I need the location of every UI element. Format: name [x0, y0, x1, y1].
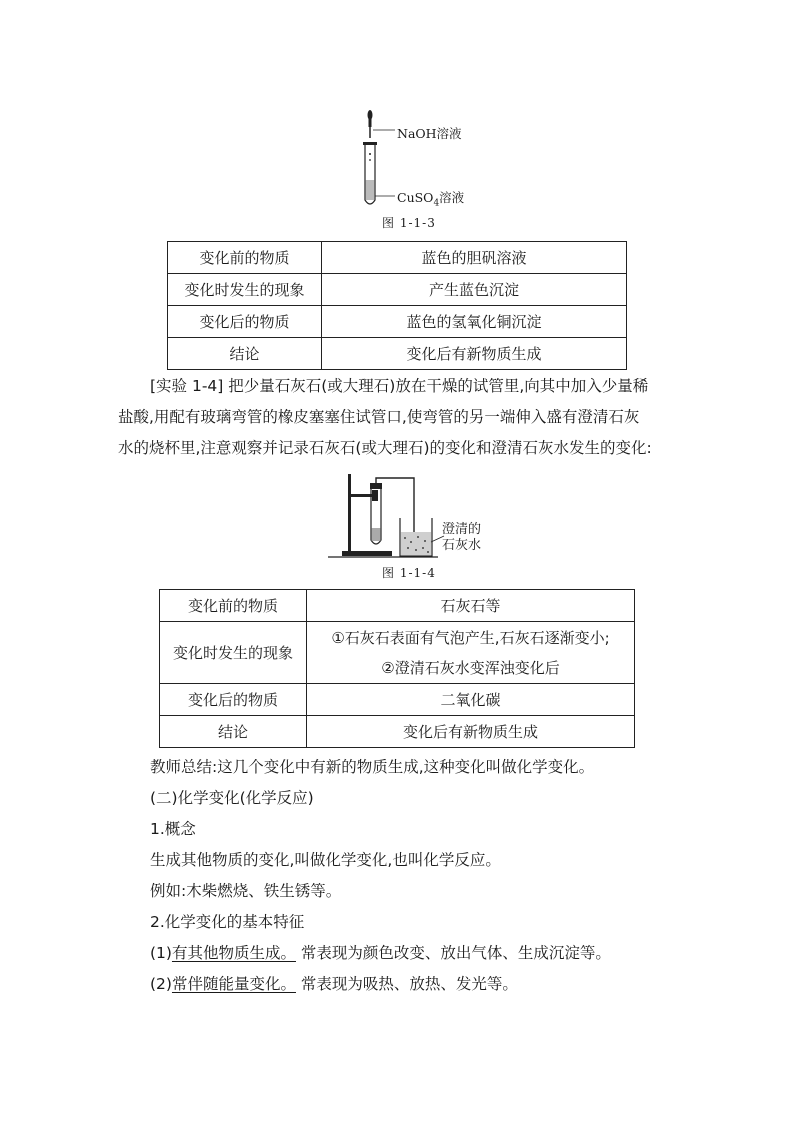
table-cell-value: 蓝色的氢氧化铜沉淀: [322, 306, 627, 338]
table-row: [160, 684, 635, 716]
feature-2-number: (2): [150, 975, 172, 993]
table-limestone-experiment: [159, 589, 635, 748]
table-cell-label: 结论: [160, 716, 307, 748]
phenomenon-line-1: ①石灰石表面有气泡产生,石灰石逐渐变小;: [331, 628, 610, 647]
table-copper-sulfate-experiment: [167, 241, 627, 370]
definition-text: 生成其他物质的变化,叫做化学变化,也叫化学反应。: [150, 851, 501, 869]
cuso4-label-rest: 溶液: [439, 190, 465, 205]
experiment-line-1: [实验 1-4] 把少量石灰石(或大理石)放在干燥的试管里,向其中加入少量稀: [150, 377, 649, 395]
table-row: [168, 274, 627, 306]
table-cell-label: 变化时发生的现象: [168, 274, 322, 306]
limewater-label-line2: 石灰水: [442, 538, 482, 553]
figure2-caption: 图 1-1-4: [382, 566, 436, 580]
table-row: [160, 590, 635, 622]
table-row: [168, 242, 627, 274]
table-cell-value: 蓝色的胆矾溶液: [322, 242, 627, 274]
table-cell-label: 变化前的物质: [160, 590, 307, 622]
cuso4-label: [397, 188, 464, 209]
table-cell-value: 变化后有新物质生成: [307, 716, 635, 748]
figure1-caption: 图 1-1-3: [382, 216, 436, 230]
table-row: [168, 338, 627, 370]
table-cell-label: 变化时发生的现象: [160, 622, 307, 684]
feature-1: [150, 941, 611, 963]
limewater-label-line1: 澄清的: [442, 522, 482, 537]
table-row: [160, 622, 635, 684]
experiment-line-2: 盐酸,用配有玻璃弯管的橡皮塞塞住试管口,使弯管的另一端伸入盛有澄清石灰: [118, 408, 640, 426]
heading-features: 2.化学变化的基本特征: [150, 913, 305, 931]
figure-limestone-apparatus: [328, 470, 498, 562]
heading-concept: 1.概念: [150, 820, 196, 838]
table-row: [168, 306, 627, 338]
table-row: [160, 716, 635, 748]
table-cell-label: 变化前的物质: [168, 242, 322, 274]
table-cell-value: 变化后有新物质生成: [322, 338, 627, 370]
table-cell-label: 变化后的物质: [160, 684, 307, 716]
example-text: 例如:木柴燃烧、铁生锈等。: [150, 882, 342, 900]
experiment-line-3: 水的烧杯里,注意观察并记录石灰石(或大理石)的变化和澄清石灰水发生的变化:: [118, 439, 652, 457]
naoh-label: NaOH溶液: [397, 126, 462, 141]
feature-1-number: (1): [150, 944, 172, 962]
phenomenon-line-2: ②澄清石灰水变浑浊变化后: [381, 658, 560, 677]
feature-2-key: 常伴随能量变化。: [171, 975, 296, 993]
table-cell-value: 产生蓝色沉淀: [322, 274, 627, 306]
table-cell-value: [307, 622, 635, 684]
feature-2-detail: 常表现为吸热、放热、发光等。: [295, 975, 518, 993]
cuso4-label-subscript: 4: [433, 198, 440, 209]
feature-1-detail: 常表现为颜色改变、放出气体、生成沉淀等。: [295, 944, 611, 962]
table-cell-label: 结论: [168, 338, 322, 370]
teacher-summary: 教师总结:这几个变化中有新的物质生成,这种变化叫做化学变化。: [150, 758, 595, 776]
table-cell-value: 二氧化碳: [307, 684, 635, 716]
feature-1-key: 有其他物质生成。: [171, 944, 296, 962]
figure-dropper-test-tube: [355, 108, 465, 212]
section-heading: (二)化学变化(化学反应): [150, 789, 314, 807]
cuso4-label-main: CuSO: [397, 190, 434, 205]
table-cell-value: 石灰石等: [307, 590, 635, 622]
table-cell-label: 变化后的物质: [168, 306, 322, 338]
feature-2: [150, 972, 518, 994]
